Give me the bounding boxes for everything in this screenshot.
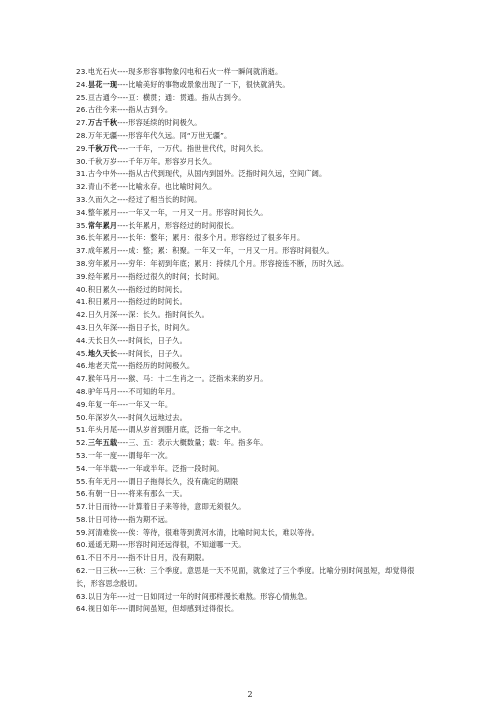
idiom-entry	[76, 271, 476, 284]
idiom-definition: 谓从岁首到腊月底，泛指一年之中。	[128, 425, 246, 435]
idiom-term: 年复一年	[87, 399, 118, 409]
idiom-term: 日久月深	[87, 310, 118, 320]
idiom-term: 遥遥无期	[87, 540, 118, 550]
idiom-entry	[76, 66, 476, 79]
idiom-term: 电光石火	[87, 67, 118, 76]
idiom-term: 一日三秋	[87, 566, 118, 576]
idiom-entry	[76, 322, 476, 335]
idiom-term: 天长日久	[87, 335, 118, 345]
idiom-term: 经年累月	[87, 271, 118, 281]
idiom-term: 穷年累月	[87, 258, 118, 268]
idiom-definition: 经过了相当长的时间。	[128, 194, 202, 204]
idiom-entry	[76, 476, 476, 489]
idiom-entry	[76, 514, 476, 527]
separator-dashes: ----	[117, 540, 129, 550]
separator-dashes: ----	[117, 258, 129, 268]
separator-dashes: ----	[117, 514, 129, 524]
idiom-entry	[76, 373, 476, 386]
idiom-entry	[76, 424, 476, 437]
idiom-term: 计日可待	[87, 514, 118, 524]
idiom-term: 地老天荒	[87, 361, 118, 371]
idiom-definition: 穷年：年初到年底；累月：持续几个月。形容接连不断，历时久远。	[128, 258, 349, 268]
idiom-entry	[76, 220, 476, 233]
separator-dashes: ----	[117, 322, 129, 332]
entry-number: 28.	[76, 130, 88, 140]
idiom-entry	[76, 412, 476, 425]
idiom-definition: 时间长，日子久。	[128, 335, 187, 345]
idiom-term: 计日而待	[87, 502, 118, 512]
separator-dashes: ----	[117, 92, 129, 102]
idiom-term: 有朝一日	[87, 489, 118, 499]
separator-dashes: ----	[117, 335, 129, 345]
idiom-entry	[76, 335, 476, 348]
entry-number: 53.	[76, 450, 88, 460]
idiom-definition: 长年累月，形容经过的时间很长。	[128, 220, 239, 230]
idiom-term: 年深岁久	[87, 412, 118, 422]
separator-dashes: ----	[117, 284, 129, 294]
idiom-term: 亘古通今	[87, 92, 118, 102]
entry-number: 27.	[76, 118, 88, 128]
idiom-definition: 千年万年。形容岁月长久。	[128, 156, 217, 166]
entry-number: 38.	[76, 258, 88, 268]
idiom-entry	[76, 527, 476, 540]
separator-dashes: ----	[117, 156, 129, 166]
entry-number: 47.	[76, 374, 88, 384]
entry-number: 44.	[76, 335, 88, 345]
idiom-entry	[76, 104, 476, 117]
separator-dashes: ----	[117, 425, 129, 435]
entry-number: 63.	[76, 591, 88, 601]
separator-dashes: ----	[117, 271, 129, 281]
idiom-term: 古今中外	[87, 169, 118, 179]
idiom-definition: 三秋：三个季度。意思是一天不见面，就象过了三个季度。比喻分别时间虽短，却觉得很长，形容思念殷切。	[76, 566, 415, 588]
separator-dashes: ----	[117, 476, 129, 486]
separator-dashes: ----	[117, 361, 129, 371]
idiom-term: 久而久之	[87, 194, 118, 204]
entry-number: 62.	[76, 566, 88, 576]
separator-dashes: ----	[117, 182, 129, 192]
entry-number: 24.	[76, 79, 88, 89]
idiom-term: 千秋万岁	[87, 156, 118, 166]
idiom-term: 积日累月	[87, 297, 118, 307]
entry-number: 32.	[76, 182, 88, 192]
idiom-entry	[76, 552, 476, 565]
idiom-entry	[76, 181, 476, 194]
separator-dashes: ----	[117, 553, 129, 563]
idiom-entry	[76, 117, 476, 130]
idiom-definition: 一千年，一万代。指世世代代，时间久长。	[128, 143, 268, 153]
idiom-definition: 指日子长，时间久。	[128, 322, 195, 332]
entry-number: 36.	[76, 233, 88, 243]
idiom-term: 长年累月	[87, 233, 118, 243]
idiom-term: 古往今来	[87, 105, 118, 115]
idiom-entry	[76, 539, 476, 552]
separator-dashes: ----	[117, 591, 129, 601]
idiom-entry	[76, 603, 476, 616]
idiom-definition: 指为期不远。	[128, 514, 173, 524]
entry-number: 29.	[76, 143, 88, 153]
separator-dashes: ----	[117, 489, 129, 499]
idiom-entry	[76, 92, 476, 105]
idiom-definition: 谓时间虽短，但却感到过得很长。	[128, 604, 239, 614]
page-number: 2	[247, 690, 253, 699]
separator-dashes: ----	[117, 450, 129, 460]
idiom-term: 常年累月	[87, 220, 118, 230]
entry-number: 37.	[76, 246, 88, 256]
idiom-term: 以日为年	[87, 591, 118, 601]
idiom-term: 成年累月	[87, 246, 118, 256]
idiom-list	[76, 66, 476, 616]
entry-number: 45.	[76, 348, 88, 358]
idiom-term: 地久天长	[87, 348, 118, 358]
idiom-definition: 成：整；累：积聚。一年又一年，一月又一月。形容时间很久。	[128, 246, 334, 256]
separator-dashes: ----	[117, 438, 129, 448]
entry-number: 23.	[76, 67, 88, 76]
idiom-entry	[76, 245, 476, 258]
separator-dashes: ----	[117, 310, 129, 320]
idiom-entry	[76, 437, 476, 450]
entry-number: 51.	[76, 425, 88, 435]
idiom-term: 年头月尾	[87, 425, 118, 435]
entry-number: 55.	[76, 476, 88, 486]
separator-dashes: ----	[117, 233, 129, 243]
idiom-entry	[76, 399, 476, 412]
separator-dashes: ----	[117, 118, 129, 128]
separator-dashes: ----	[117, 348, 129, 358]
entry-number: 31.	[76, 169, 88, 179]
separator-dashes: ----	[117, 374, 129, 384]
entry-number: 39.	[76, 271, 88, 281]
separator-dashes: ----	[117, 502, 129, 512]
idiom-term: 一年半载	[87, 463, 118, 473]
entry-number: 57.	[76, 502, 88, 512]
entry-number: 48.	[76, 386, 88, 396]
separator-dashes: ----	[117, 297, 129, 307]
entry-number: 25.	[76, 92, 88, 102]
idiom-entry	[76, 168, 476, 181]
idiom-definition: 一年又一年。	[128, 399, 173, 409]
entry-number: 59.	[76, 527, 88, 537]
idiom-entry	[76, 232, 476, 245]
idiom-term: 万年无疆	[87, 130, 118, 140]
idiom-term: 积日累久	[87, 284, 118, 294]
idiom-definition: 三、五：表示大概数量；载：年。指多年。	[128, 438, 268, 448]
entry-number: 30.	[76, 156, 88, 166]
idiom-definition: 一年或半年。泛指一段时间。	[128, 463, 224, 473]
idiom-entry	[76, 156, 476, 169]
idiom-entry	[76, 207, 476, 220]
idiom-definition: 猴、马：十二生肖之一。泛指未来的岁月。	[128, 374, 268, 384]
idiom-definition: 亘：横贯；通：贯通。指从古到今。	[128, 92, 246, 102]
idiom-term: 一年一度	[87, 450, 118, 460]
idiom-entry	[76, 143, 476, 156]
idiom-definition: 时间长，日子久。	[128, 348, 187, 358]
idiom-term: 昙花一现	[87, 79, 118, 89]
idiom-definition: 时间久远地过去。	[128, 412, 187, 422]
idiom-definition: 指经过的时间长。	[128, 284, 187, 294]
idiom-definition: 比喻永存。也比喻时间久。	[128, 182, 217, 192]
entry-number: 56.	[76, 489, 88, 499]
separator-dashes: ----	[117, 130, 129, 140]
separator-dashes: ----	[117, 412, 129, 422]
separator-dashes: ----	[117, 79, 129, 89]
separator-dashes: ----	[117, 169, 129, 179]
entry-number: 52.	[76, 438, 88, 448]
entry-number: 50.	[76, 412, 88, 422]
idiom-entry	[76, 348, 476, 361]
idiom-term: 三年五载	[87, 438, 118, 448]
idiom-definition: 指经过很久的时间；长时间。	[128, 271, 224, 281]
idiom-entry	[76, 360, 476, 373]
idiom-term: 千秋万代	[87, 143, 118, 153]
separator-dashes: ----	[117, 604, 129, 614]
separator-dashes: ----	[117, 207, 129, 217]
idiom-definition: 形容延续的时间极久。	[128, 118, 202, 128]
idiom-definition: 一年又一年，一月又一月。形容时间长久。	[128, 207, 268, 217]
idiom-definition: 不可知的年月。	[128, 386, 180, 396]
idiom-entry	[76, 130, 476, 143]
idiom-definition: 过一日如同过一年的时间那样漫长难熬。形容心情焦急。	[128, 591, 312, 601]
entry-number: 33.	[76, 194, 88, 204]
idiom-term: 视日如年	[87, 604, 118, 614]
separator-dashes: ----	[117, 220, 129, 230]
idiom-term: 不日不月	[87, 553, 118, 563]
separator-dashes: ----	[117, 463, 129, 473]
idiom-entry	[76, 79, 476, 92]
idiom-entry	[76, 591, 476, 604]
idiom-term: 驴年马月	[87, 386, 118, 396]
idiom-entry	[76, 501, 476, 514]
separator-dashes: ----	[117, 143, 129, 153]
idiom-definition: 比喻美好的事物或景象出现了一下，很快就消失。	[128, 79, 290, 89]
entry-number: 42.	[76, 310, 88, 320]
idiom-entry	[76, 296, 476, 309]
idiom-entry	[76, 450, 476, 463]
idiom-definition: 谓日子拖得长久，没有确定的期限	[128, 476, 239, 486]
entry-number: 54.	[76, 463, 88, 473]
idiom-entry	[76, 463, 476, 476]
idiom-term: 青山不老	[87, 182, 118, 192]
idiom-term: 万古千秋	[87, 118, 118, 128]
idiom-definition: 指从古到今。	[128, 105, 173, 115]
idiom-term: 河清难俟	[87, 527, 118, 537]
idiom-entry	[76, 386, 476, 399]
entry-number: 34.	[76, 207, 88, 217]
entry-number: 61.	[76, 553, 88, 563]
entry-number: 58.	[76, 514, 88, 524]
separator-dashes: ----	[117, 527, 129, 537]
entry-number: 35.	[76, 220, 88, 230]
idiom-definition: 现多形容事物象闪电和石火一样一瞬间就消逝。	[128, 67, 283, 76]
entry-number: 49.	[76, 399, 88, 409]
entry-number: 64.	[76, 604, 88, 614]
idiom-term: 有年无月	[87, 476, 118, 486]
idiom-entry	[76, 488, 476, 501]
idiom-definition: 指从古代到现代，从国内到国外。泛指时间久远，空间广阔。	[128, 169, 327, 179]
separator-dashes: ----	[117, 566, 129, 576]
idiom-definition: 形容时间还远得很，不知道哪一天。	[128, 540, 246, 550]
separator-dashes: ----	[117, 246, 129, 256]
idiom-entry	[76, 284, 476, 297]
entry-number: 40.	[76, 284, 88, 294]
idiom-definition: 指不计日月，没有期限。	[128, 553, 209, 563]
idiom-entry	[76, 194, 476, 207]
idiom-definition: 形容年代久远。同“万世无疆”。	[128, 130, 232, 140]
separator-dashes: ----	[117, 194, 129, 204]
entry-number: 26.	[76, 105, 88, 115]
idiom-definition: 指经过的时间长。	[128, 297, 187, 307]
idiom-entry	[76, 258, 476, 271]
idiom-definition: 长年：整年；累月：很多个月。形容经过了很多年月。	[128, 233, 305, 243]
idiom-term: 日久年深	[87, 322, 118, 332]
idiom-entry	[76, 565, 428, 591]
separator-dashes: ----	[117, 386, 129, 396]
idiom-definition: 谓每年一次。	[128, 450, 173, 460]
idiom-definition: 将来有那么一天。	[128, 489, 187, 499]
idiom-entry	[76, 309, 476, 322]
idiom-term: 整年累月	[87, 207, 118, 217]
separator-dashes: ----	[117, 399, 129, 409]
idiom-definition: 计算着日子来等待，意即无须很久。	[128, 502, 246, 512]
entry-number: 60.	[76, 540, 88, 550]
entry-number: 43.	[76, 322, 88, 332]
idiom-definition: 俟：等待，很难等到黄河水清，比喻时间太长，难以等待。	[128, 527, 320, 537]
separator-dashes: ----	[117, 67, 129, 76]
idiom-definition: 深：长久。指时间长久。	[128, 310, 209, 320]
entry-number: 41.	[76, 297, 88, 307]
idiom-definition: 指经历的时间极久。	[128, 361, 195, 371]
idiom-term: 猴年马月	[87, 374, 118, 384]
separator-dashes: ----	[117, 105, 129, 115]
entry-number: 46.	[76, 361, 88, 371]
